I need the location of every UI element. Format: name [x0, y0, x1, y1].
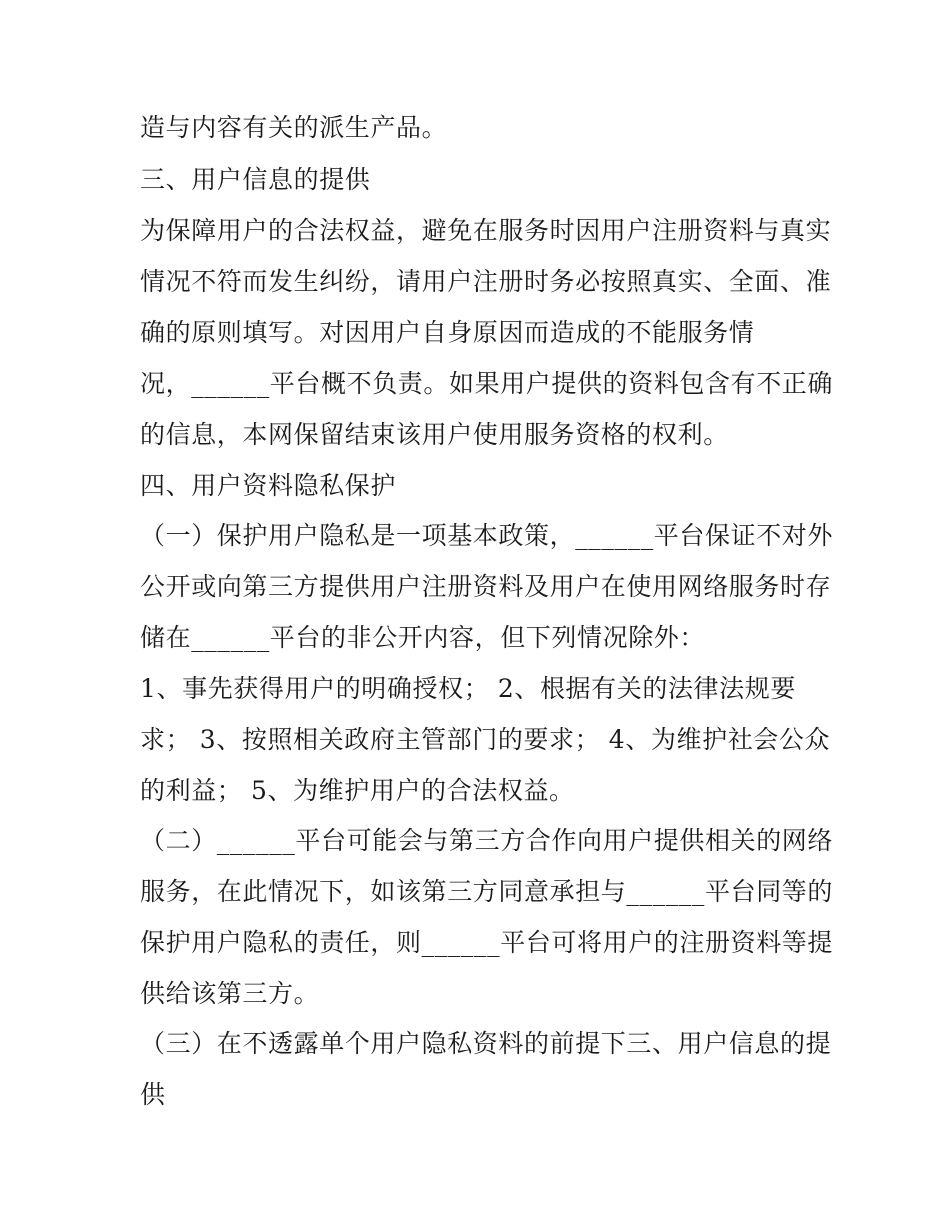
paragraph-line: 求； 3、按照相关政府主管部门的要求； 4、为维护社会公众	[140, 725, 831, 754]
paragraph-line: 情况不符而发生纠纷，请用户注册时务必按照真实、全面、准	[140, 267, 832, 296]
paragraph-line: 公开或向第三方提供用户注册资料及用户在使用网络服务时存	[140, 572, 832, 601]
section-heading-4: 四、用户资料隐私保护	[140, 471, 397, 500]
paragraph-line: 1、事先获得用户的明确授权； 2、根据有关的法律法规要	[140, 674, 796, 703]
paragraph-line: 的信息，本网保留结束该用户使用服务资格的权利。	[140, 420, 729, 449]
paragraph-line: 为保障用户的合法权益，避免在服务时因用户注册资料与真实	[140, 216, 832, 245]
paragraph-line: 保护用户隐私的责任，则______平台可将用户的注册资料等提	[140, 928, 834, 957]
paragraph-line: （三）在不透露单个用户隐私资料的前提下三、用户信息的提	[140, 1029, 832, 1058]
paragraph-line: 况，______平台概不负责。如果用户提供的资料包含有不正确	[140, 369, 834, 398]
section-heading-3: 三、用户信息的提供	[140, 165, 371, 194]
paragraph-line: 供给该第三方。	[140, 979, 320, 1008]
paragraph-line: （二）______平台可能会与第三方合作向用户提供相关的网络	[140, 826, 834, 855]
paragraph-line: （一）保护用户隐私是一项基本政策，______平台保证不对外	[140, 521, 834, 550]
paragraph-line: 服务，在此情况下，如该第三方同意承担与______平台同等的	[140, 877, 834, 906]
paragraph-line: 储在______平台的非公开内容，但下列情况除外：	[140, 623, 706, 652]
paragraph-line: 造与内容有关的派生产品。	[140, 113, 448, 142]
paragraph-line: 供	[140, 1080, 166, 1109]
paragraph-line: 确的原则填写。对因用户自身原因而造成的不能服务情	[140, 318, 755, 347]
paragraph-line: 的利益； 5、为维护用户的合法权益。	[140, 776, 575, 805]
